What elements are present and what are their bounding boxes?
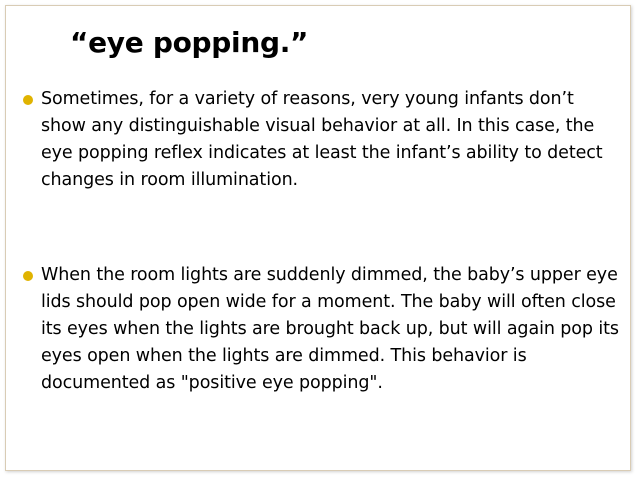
slide-title: “eye popping.”	[70, 26, 309, 59]
bullet-list	[23, 86, 623, 397]
bullet-text: When the room lights are suddenly dimmed, the baby’s upper eye lids should pop open wide for a moment. The baby will often close its eyes when the lights are brought back up, but will again pop its eyes open when the lights are dimmed. This behavior is documented as "positive eye popping".	[41, 265, 619, 393]
bullet-dot-icon	[23, 271, 33, 281]
bullet-item	[23, 86, 623, 194]
bullet-item	[23, 262, 623, 397]
bullet-text: Sometimes, for a variety of reasons, very young infants don’t show any distinguishable visual behavior at all. In this case, the eye popping reflex indicates at least the infant’s ability to detect changes in room illumination.	[41, 89, 603, 190]
bullet-dot-icon	[23, 95, 33, 105]
